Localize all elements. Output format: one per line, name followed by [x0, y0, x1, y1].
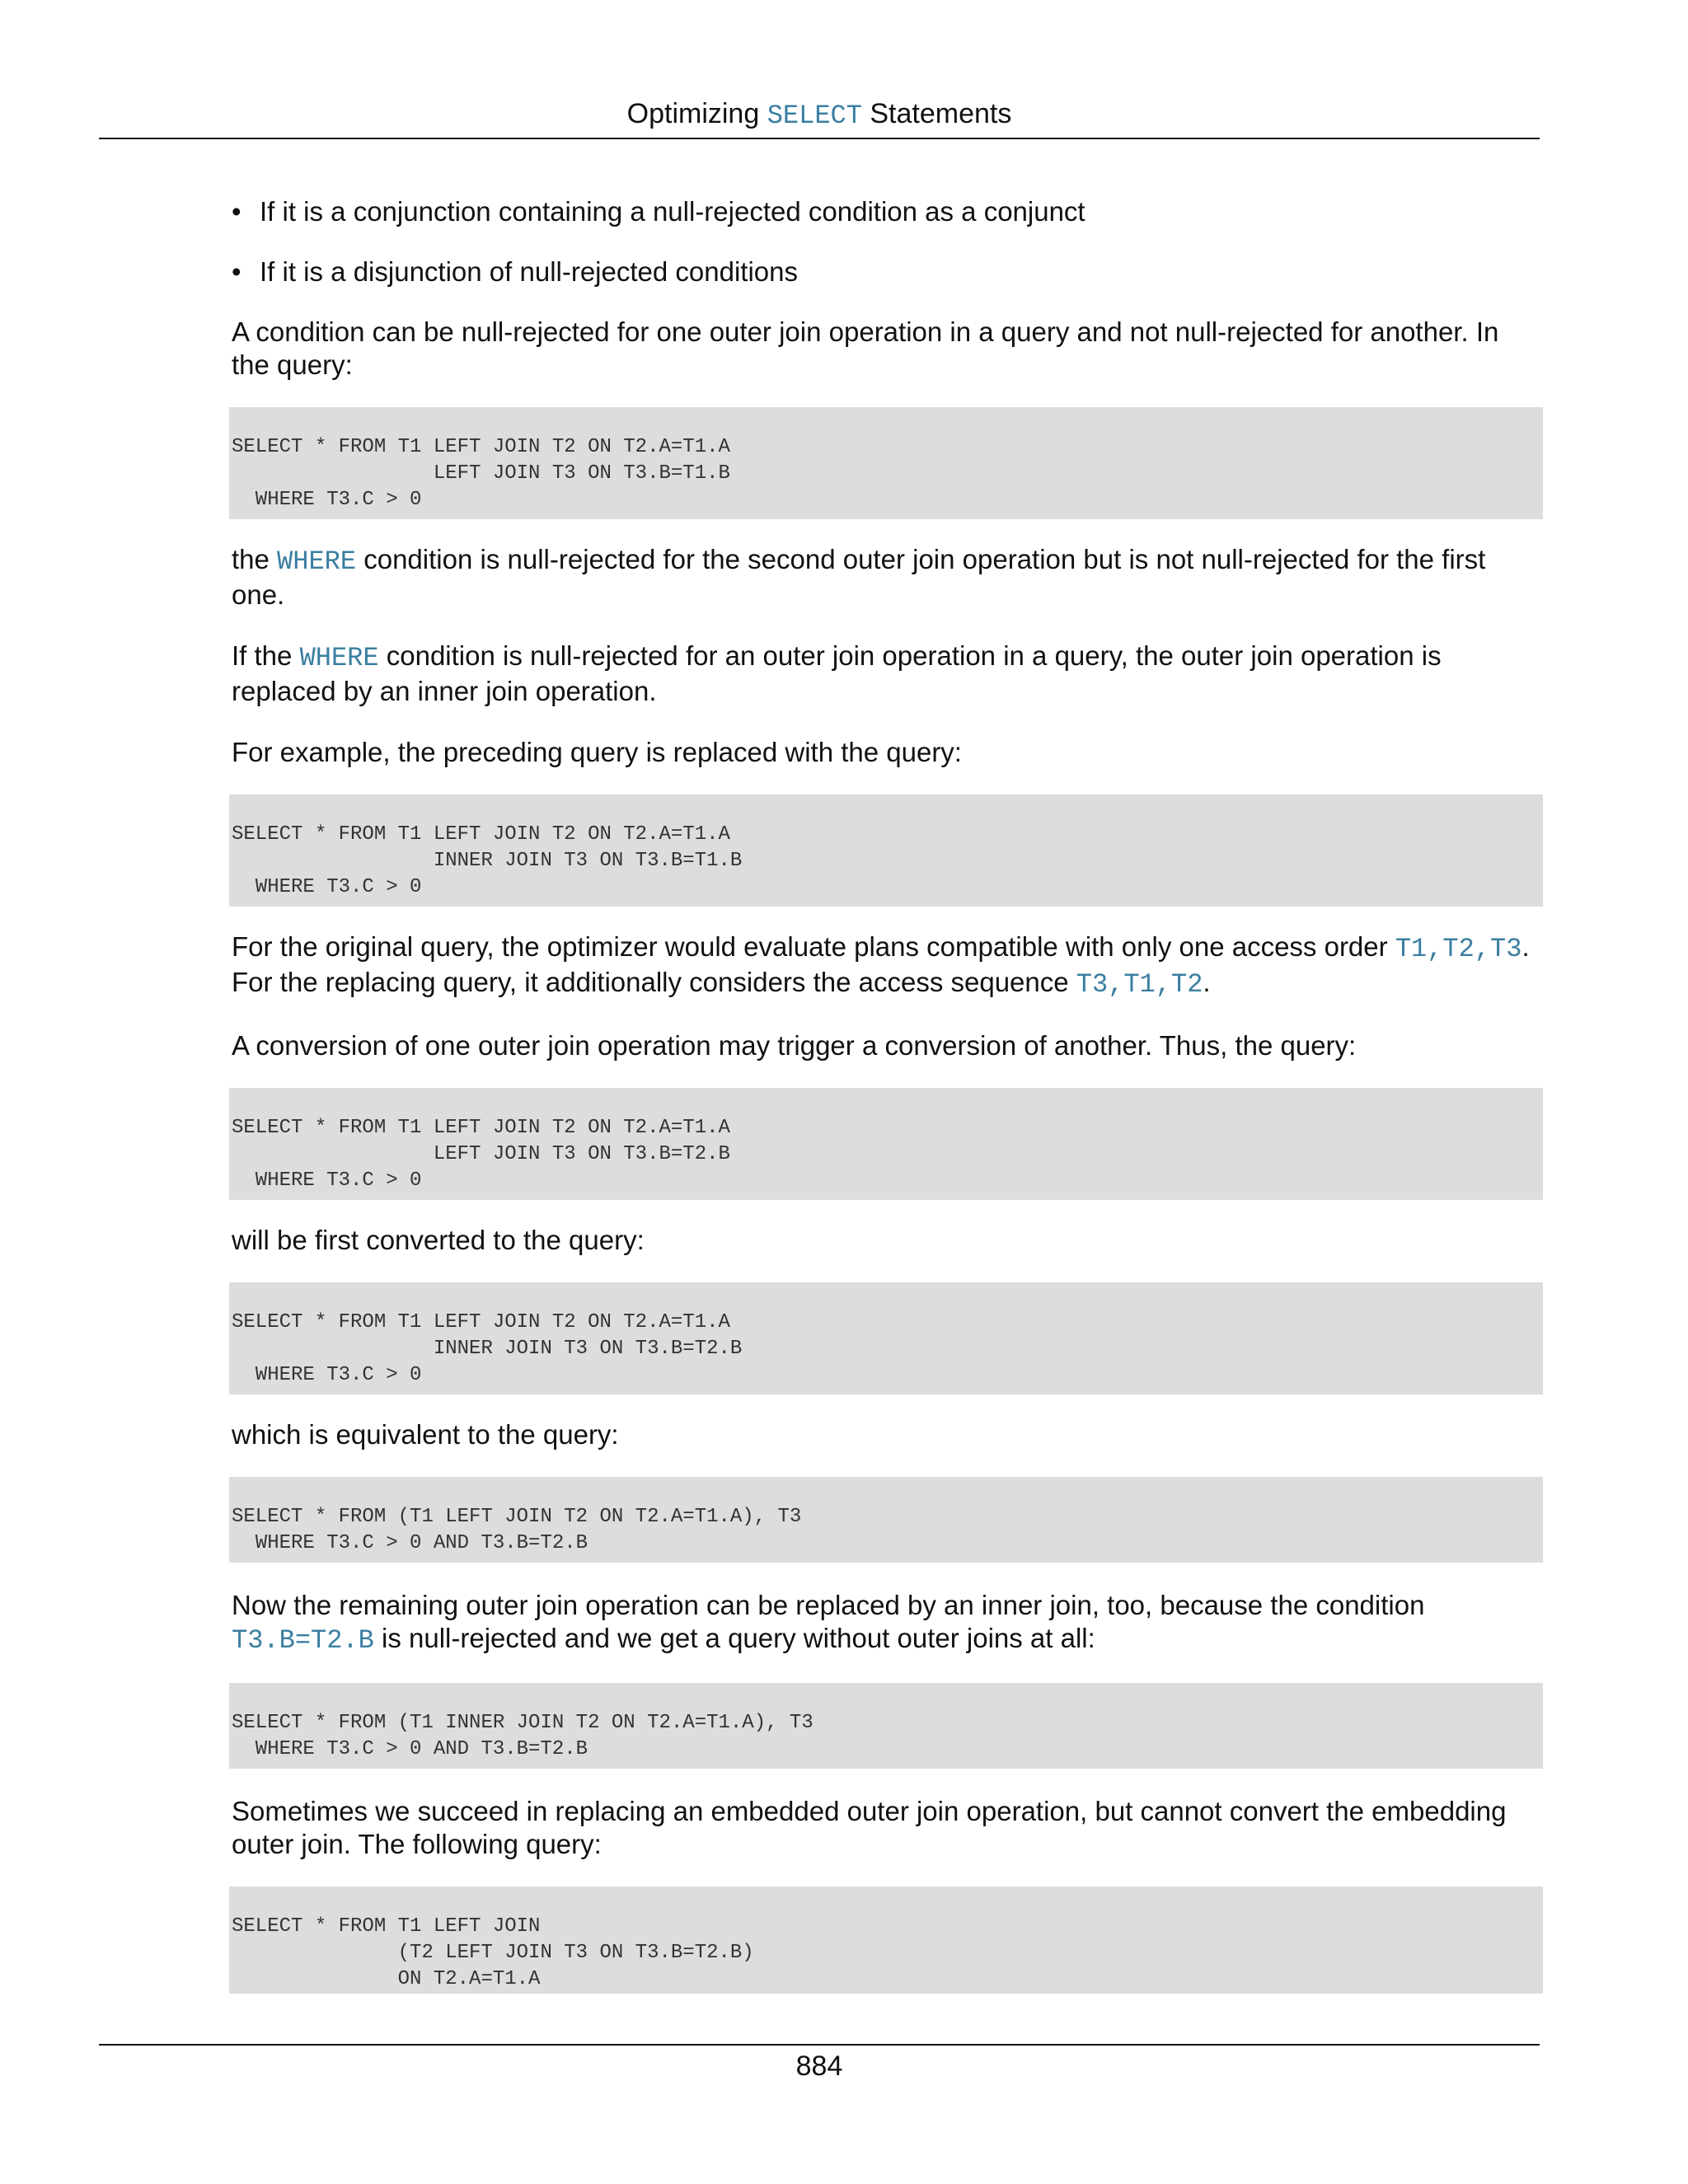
bullet-text: If it is a conjunction containing a null-rejected condition as a conjunct	[260, 196, 1085, 227]
paragraph-text: If the	[232, 640, 300, 671]
code-block-query-7: SELECT * FROM T1 LEFT JOIN (T2 LEFT JOIN T3 ON T3.B=T2.B) ON T2.A=T1.A	[229, 1886, 1543, 1994]
code-block-query-2: SELECT * FROM T1 LEFT JOIN T2 ON T2.A=T1.A INNER JOIN T3 ON T3.B=T1.B WHERE T3.C > 0	[229, 794, 1543, 907]
code-block-query-3: SELECT * FROM T1 LEFT JOIN T2 ON T2.A=T1.A LEFT JOIN T3 ON T3.B=T2.B WHERE T3.C > 0	[229, 1088, 1543, 1200]
paragraph-text: Now the remaining outer join operation can be replaced by an inner join, too, because the condition	[232, 1590, 1425, 1620]
paragraph-first-conversion: will be first converted to the query:	[232, 1225, 645, 1255]
paragraph-equivalent: which is equivalent to the query:	[232, 1419, 619, 1450]
bullet-item	[232, 195, 1543, 228]
bullet-icon: •	[232, 196, 241, 227]
header-text-start: Optimizing	[626, 98, 767, 129]
paragraph-text: condition is null-rejected for the second outer join operation but is not null-rejected for the first one.	[232, 544, 1486, 610]
paragraph-text: .	[1203, 967, 1211, 997]
header-text-end: Statements	[861, 98, 1012, 129]
inline-code-t3-b: T3.B=T2.B	[232, 1625, 374, 1656]
paragraph-replacement-rule	[232, 640, 1543, 708]
header-code: SELECT	[767, 101, 862, 131]
inline-code-t3-t1-t2: T3,T1,T2	[1076, 969, 1203, 1000]
inline-code-where: WHERE	[277, 546, 357, 577]
paragraph-inner-join	[232, 1589, 1543, 1657]
paragraph-text: . For the replacing query, it additionally considers the access sequence	[232, 931, 1530, 997]
paragraph-conversion: A conversion of one outer join operation may trigger a conversion of another. Thus, the query:	[232, 1030, 1357, 1061]
page-header	[99, 97, 1540, 133]
bullet-item	[232, 255, 1543, 288]
document-content	[232, 195, 1543, 1994]
bullet-text: If it is a disjunction of null-rejected conditions	[260, 256, 799, 287]
footer-rule	[99, 2044, 1540, 2046]
inline-code-t1-t2-t3: T1,T2,T3	[1395, 934, 1522, 964]
code-block-query-6: SELECT * FROM (T1 INNER JOIN T2 ON T2.A=T1.A), T3 WHERE T3.C > 0 AND T3.B=T2.B	[229, 1683, 1543, 1769]
bullet-icon: •	[232, 256, 241, 287]
page-number: 884	[795, 2050, 843, 2082]
code-block-query-4: SELECT * FROM T1 LEFT JOIN T2 ON T2.A=T1.A INNER JOIN T3 ON T3.B=T2.B WHERE T3.C > 0	[229, 1282, 1543, 1394]
paragraph-text: is null-rejected and we get a query without outer joins at all:	[373, 1623, 1095, 1653]
header-rule	[99, 138, 1540, 139]
paragraph-text: condition is null-rejected for an outer join operation in a query, the outer join operation is replaced by an inner join operation.	[232, 640, 1442, 706]
paragraph-access-order	[232, 930, 1543, 1001]
paragraph-where-second-join	[232, 543, 1543, 612]
code-block-query-1: SELECT * FROM T1 LEFT JOIN T2 ON T2.A=T1.A LEFT JOIN T3 ON T3.B=T1.B WHERE T3.C > 0	[229, 407, 1543, 519]
paragraph-text: For the original query, the optimizer would evaluate plans compatible with only one access order	[232, 931, 1395, 962]
paragraph-example: For example, the preceding query is replaced with the query:	[232, 737, 962, 767]
code-block-query-5: SELECT * FROM (T1 LEFT JOIN T2 ON T2.A=T1.A), T3 WHERE T3.C > 0 AND T3.B=T2.B	[229, 1477, 1543, 1563]
paragraph-text: the	[232, 544, 278, 574]
inline-code-where: WHERE	[299, 643, 379, 673]
paragraph-embedded-join: Sometimes we succeed in replacing an embedded outer join operation, but cannot convert the embedding outer join. The following query:	[232, 1796, 1507, 1859]
paragraph-null-rejected-intro: A condition can be null-rejected for one outer join operation in a query and not null-rejected for another. In the query:	[232, 316, 1499, 380]
